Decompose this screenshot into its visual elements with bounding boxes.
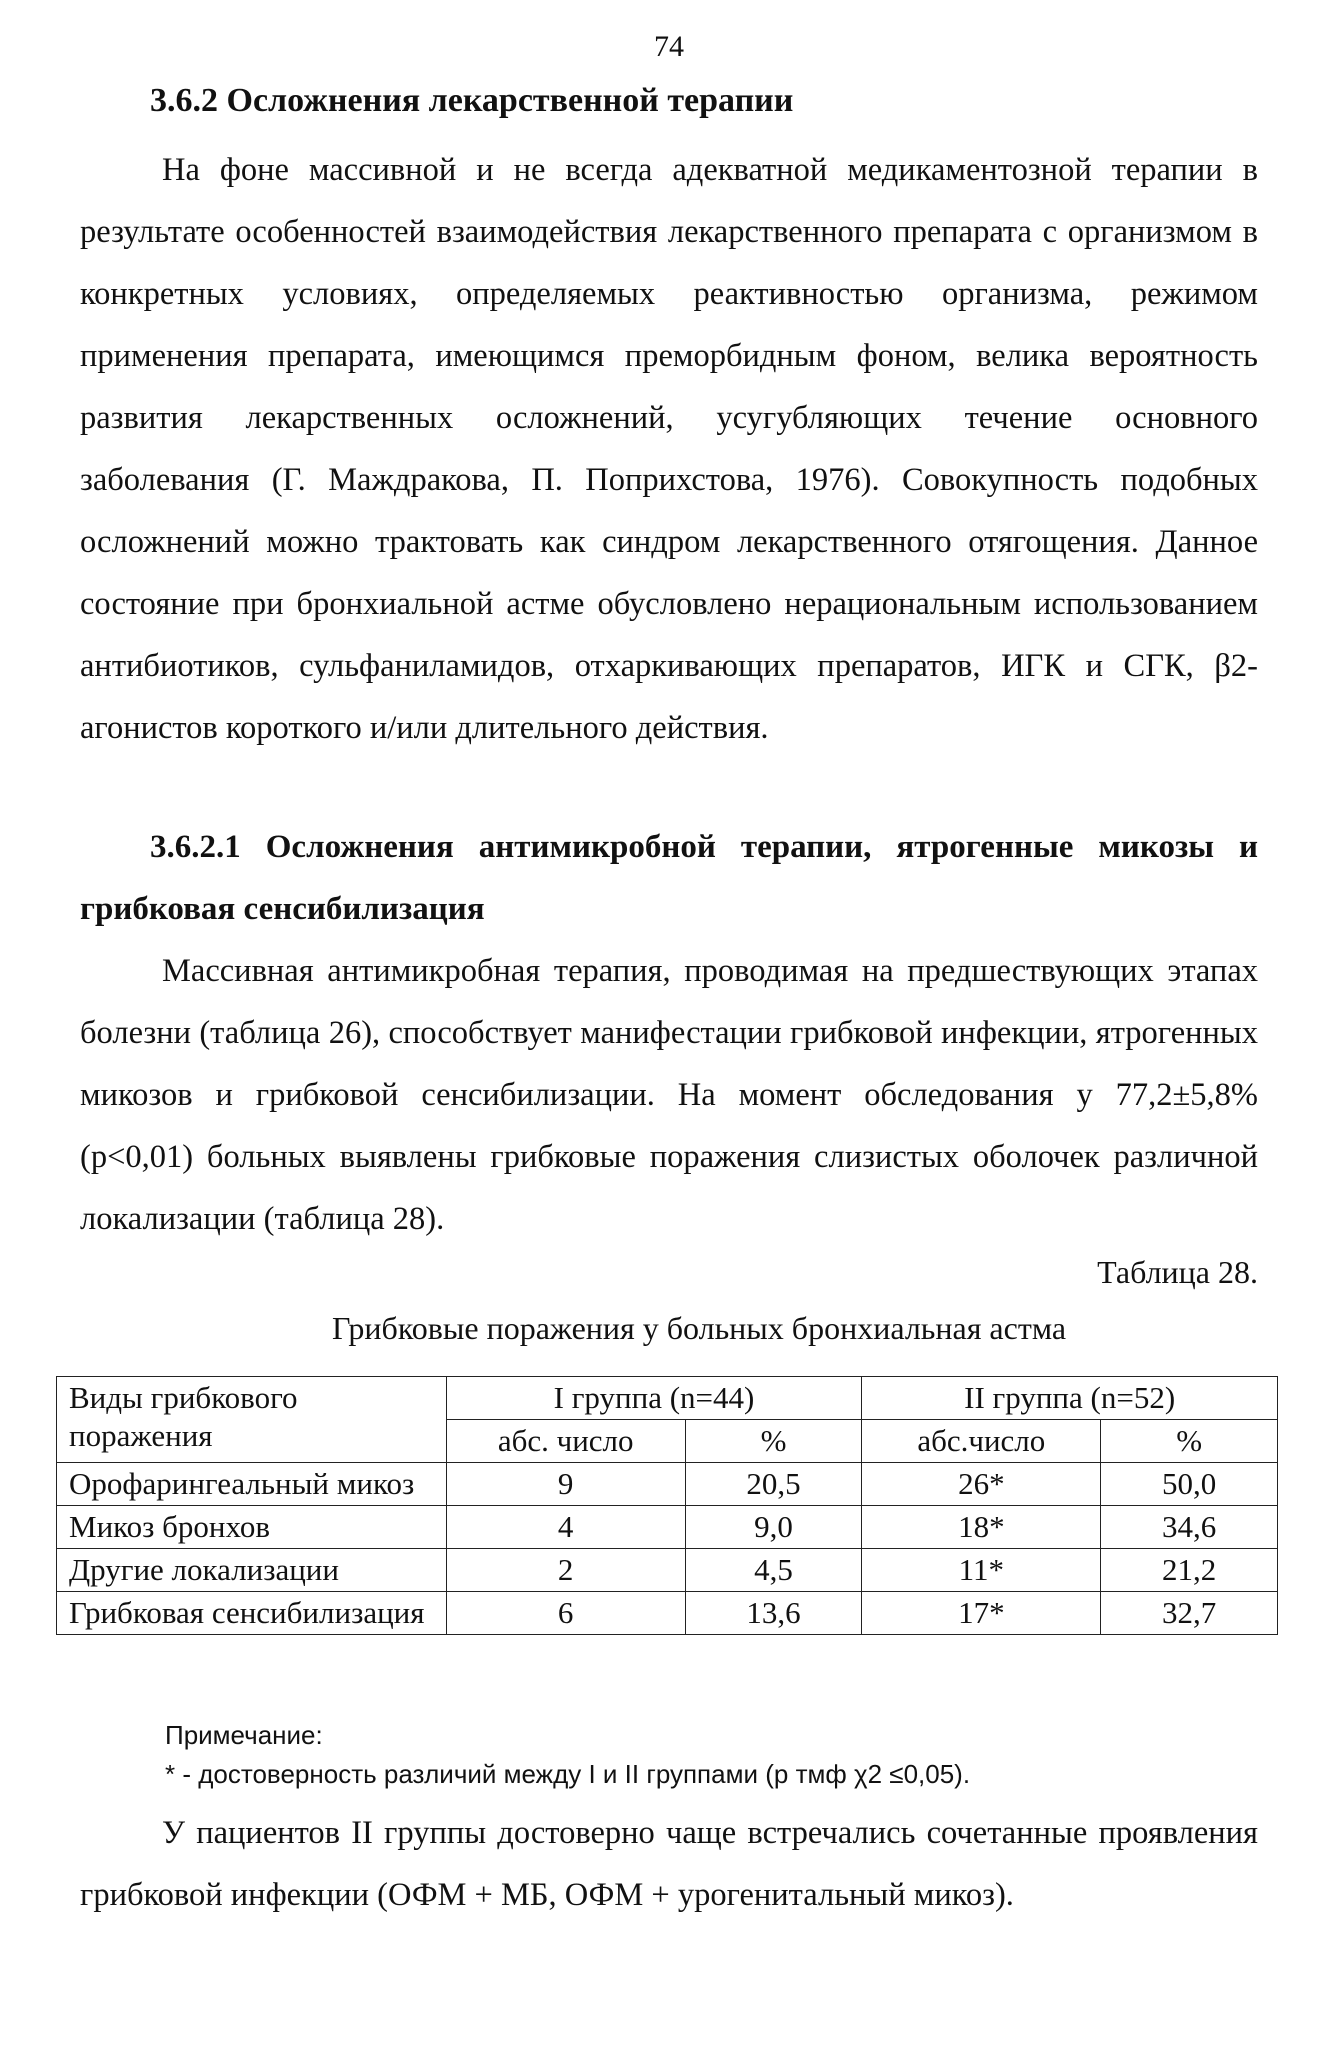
paragraph-antimicrobial: Массивная антимикробная терапия, проводимая на предшествующих этапах болезни (таблица 26), способствует манифестации грибковой инфекции, ятрогенных микозов и грибковой сенсибилизации. На момент обследования у 77,2±5,8% (p<0,01) больных выявлены грибковые поражения слизистых оболочек различной локализации (таблица 28). bbox=[80, 953, 1258, 1237]
row-name: Микоз бронхов bbox=[57, 1506, 447, 1549]
cell-g2-abs: 26* bbox=[862, 1463, 1101, 1506]
table-header-row bbox=[57, 1377, 1278, 1420]
row-name: Орофарингеальный микоз bbox=[57, 1463, 447, 1506]
cell-g1-abs: 9 bbox=[446, 1463, 685, 1506]
cell-g1-pct: 4,5 bbox=[685, 1549, 862, 1592]
cell-g2-abs: 18* bbox=[862, 1506, 1101, 1549]
cell-g1-abs: 6 bbox=[446, 1592, 685, 1635]
corner-header: Виды грибкового поражения bbox=[57, 1377, 447, 1463]
cell-g1-pct: 13,6 bbox=[685, 1592, 862, 1635]
table-row bbox=[57, 1463, 1278, 1506]
cell-g1-pct: 9,0 bbox=[685, 1506, 862, 1549]
cell-g1-abs: 2 bbox=[446, 1549, 685, 1592]
cell-g1-pct: 20,5 bbox=[685, 1463, 862, 1506]
table-note-text: * - достоверность различий между I и II группами (р тмф χ2 ≤0,05). bbox=[165, 1759, 971, 1789]
subheader-pct-2: % bbox=[1101, 1420, 1278, 1463]
subheader-pct-1: % bbox=[685, 1420, 862, 1463]
row-name: Грибковая сенсибилизация bbox=[57, 1592, 447, 1635]
cell-g1-abs: 4 bbox=[446, 1506, 685, 1549]
table-title: Грибковые поражения у больных бронхиальная астма bbox=[331, 1310, 1067, 1346]
group1-header: I группа (n=44) bbox=[446, 1377, 862, 1420]
paragraph-intro: На фоне массивной и не всегда адекватной медикаментозной терапии в результате особенностей взаимодействия лекарственного препарата с организмом в конкретных условиях, определяемых реактивностью организма, режимом применения препарата, имеющимся преморбидным фоном, велика вероятность развития лекарственных осложнений, усугубляющих течение основного заболевания (Г. Маждракова, П. Поприхстова, 1976). Совокупность подобных осложнений можно трактовать как синдром лекарственного отягощения. Данное состояние при бронхиальной астме обусловлено нерациональным использованием антибиотиков, сульфаниламидов, отхаркивающих препаратов, ИГК и СГК, β2-агонистов короткого и/или длительного действия. bbox=[80, 152, 1258, 746]
subheader-abs-2: абс.число bbox=[862, 1420, 1101, 1463]
section-heading: 3.6.2 Осложнения лекарственной терапии bbox=[150, 82, 794, 119]
subsection-heading: 3.6.2.1 Осложнения антимикробной терапии, ятрогенные микозы и грибковая сенсибилизация bbox=[80, 829, 1258, 927]
group2-header: II группа (n=52) bbox=[862, 1377, 1278, 1420]
table-note-label: Примечание: bbox=[165, 1720, 323, 1750]
cell-g2-pct: 50,0 bbox=[1101, 1463, 1278, 1506]
table-row bbox=[57, 1506, 1278, 1549]
row-name: Другие локализации bbox=[57, 1549, 447, 1592]
table-row bbox=[57, 1592, 1278, 1635]
cell-g2-pct: 21,2 bbox=[1101, 1549, 1278, 1592]
table-label: Таблица 28. bbox=[1097, 1254, 1258, 1290]
subheader-abs-1: абс. число bbox=[446, 1420, 685, 1463]
cell-g2-pct: 34,6 bbox=[1101, 1506, 1278, 1549]
paragraph-conclusion: У пациентов II группы достоверно чаще встречались сочетанные проявления грибковой инфекции (ОФМ + МБ, ОФМ + урогенитальный микоз). bbox=[80, 1815, 1258, 1913]
cell-g2-abs: 17* bbox=[862, 1592, 1101, 1635]
cell-g2-pct: 32,7 bbox=[1101, 1592, 1278, 1635]
cell-g2-abs: 11* bbox=[862, 1549, 1101, 1592]
table-row bbox=[57, 1549, 1278, 1592]
page-number: 74 bbox=[654, 30, 684, 63]
fungal-lesions-table bbox=[56, 1376, 1278, 1635]
